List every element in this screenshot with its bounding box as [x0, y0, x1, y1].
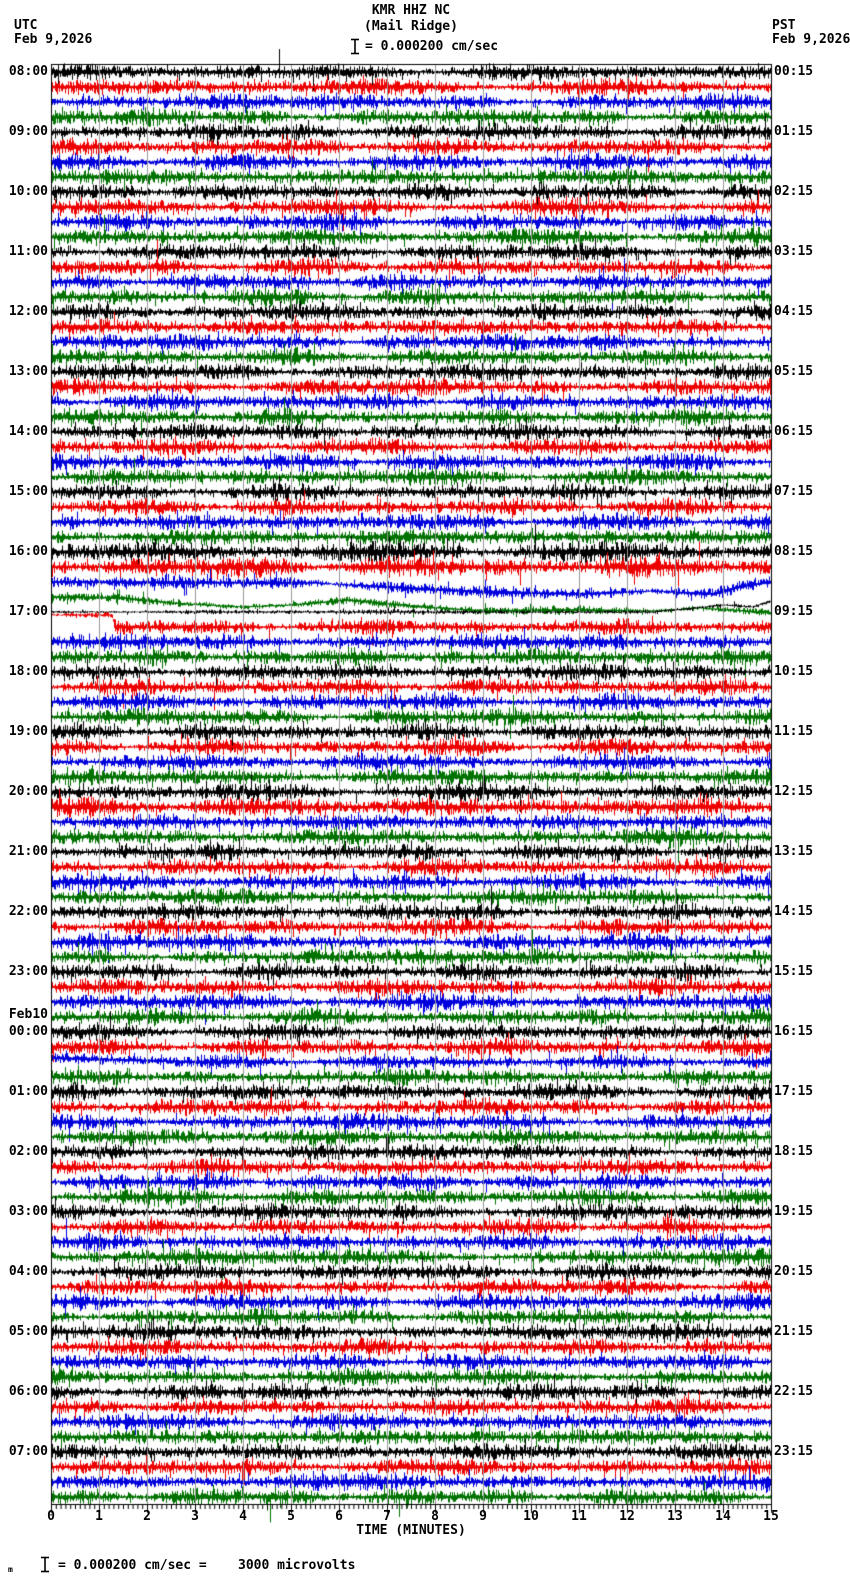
pst-hour-label: 05:15 — [774, 364, 814, 379]
scale-ibeam-icon — [350, 38, 360, 55]
footer-ibeam-icon — [40, 1556, 50, 1573]
utc-date-label: Feb 9,2026 — [14, 32, 93, 47]
footer-prefix: m — [8, 1565, 13, 1574]
pst-hour-label: 23:15 — [774, 1444, 814, 1459]
x-tick-label: 15 — [763, 1509, 779, 1524]
utc-hour-label: 11:00 — [8, 244, 48, 259]
pst-hour-label: 13:15 — [774, 844, 814, 859]
x-tick-label: 8 — [431, 1509, 439, 1524]
x-tick-label: 9 — [479, 1509, 487, 1524]
utc-hour-label: 02:00 — [8, 1144, 48, 1159]
utc-hour-label: 04:00 — [8, 1264, 48, 1279]
utc-hour-label: 12:00 — [8, 304, 48, 319]
pst-hour-label: 01:15 — [774, 124, 814, 139]
pst-hour-label: 17:15 — [774, 1084, 814, 1099]
utc-hour-label: 22:00 — [8, 904, 48, 919]
utc-hour-label: 21:00 — [8, 844, 48, 859]
pst-hour-label: 21:15 — [774, 1324, 814, 1339]
utc-date-rollover-label: Feb10 — [8, 1007, 48, 1022]
utc-hour-label: 16:00 — [8, 544, 48, 559]
pst-hour-label: 03:15 — [774, 244, 814, 259]
pst-hour-label: 12:15 — [774, 784, 814, 799]
x-tick-label: 5 — [287, 1509, 295, 1524]
x-tick-label: 6 — [335, 1509, 343, 1524]
pst-date-label: Feb 9,2026 — [772, 32, 850, 47]
utc-hour-label: 07:00 — [8, 1444, 48, 1459]
pst-hour-label: 00:15 — [774, 64, 814, 79]
pst-hour-label: 22:15 — [774, 1384, 814, 1399]
utc-timezone-label: UTC — [14, 18, 38, 33]
utc-hour-label: 10:00 — [8, 184, 48, 199]
utc-hour-label: 09:00 — [8, 124, 48, 139]
pst-hour-label: 06:15 — [774, 424, 814, 439]
utc-hour-label: 06:00 — [8, 1384, 48, 1399]
x-tick-label: 13 — [667, 1509, 683, 1524]
x-tick-label: 11 — [571, 1509, 587, 1524]
station-subtitle: (Mail Ridge) — [364, 19, 458, 34]
x-tick-label: 4 — [239, 1509, 247, 1524]
pst-hour-label: 15:15 — [774, 964, 814, 979]
station-title: KMR HHZ NC — [371, 3, 451, 18]
utc-hour-label: 08:00 — [8, 64, 48, 79]
pst-hour-label: 14:15 — [774, 904, 814, 919]
x-tick-label: 7 — [383, 1509, 391, 1524]
utc-hour-label: 17:00 — [8, 604, 48, 619]
x-tick-label: 12 — [619, 1509, 635, 1524]
x-axis-title: TIME (MINUTES) — [356, 1523, 466, 1538]
utc-hour-label: 01:00 — [8, 1084, 48, 1099]
utc-hour-label: 05:00 — [8, 1324, 48, 1339]
x-tick-label: 10 — [523, 1509, 539, 1524]
footer-scale-equivalence: = 0.000200 cm/sec = 3000 microvolts — [58, 1558, 356, 1573]
pst-hour-label: 19:15 — [774, 1204, 814, 1219]
utc-hour-label: 18:00 — [8, 664, 48, 679]
pst-hour-label: 02:15 — [774, 184, 814, 199]
pst-hour-label: 18:15 — [774, 1144, 814, 1159]
scale-label: = 0.000200 cm/sec — [365, 39, 499, 54]
pst-hour-label: 04:15 — [774, 304, 814, 319]
x-tick-label: 2 — [143, 1509, 151, 1524]
utc-hour-label: 19:00 — [8, 724, 48, 739]
pst-hour-label: 10:15 — [774, 664, 814, 679]
utc-hour-label: 13:00 — [8, 364, 48, 379]
utc-hour-label: 15:00 — [8, 484, 48, 499]
pst-hour-label: 20:15 — [774, 1264, 814, 1279]
pst-hour-label: 09:15 — [774, 604, 814, 619]
pst-hour-label: 11:15 — [774, 724, 814, 739]
pst-hour-label: 07:15 — [774, 484, 814, 499]
x-tick-label: 1 — [95, 1509, 103, 1524]
x-tick-label: 3 — [191, 1509, 199, 1524]
utc-hour-label: 03:00 — [8, 1204, 48, 1219]
utc-hour-label: 00:00 — [8, 1024, 48, 1039]
pst-hour-label: 08:15 — [774, 544, 814, 559]
utc-hour-label: 20:00 — [8, 784, 48, 799]
pst-hour-label: 16:15 — [774, 1024, 814, 1039]
x-tick-label: 14 — [715, 1509, 731, 1524]
pst-timezone-label: PST — [772, 18, 796, 33]
x-tick-label: 0 — [47, 1509, 55, 1524]
utc-hour-label: 14:00 — [8, 424, 48, 439]
utc-hour-label: 23:00 — [8, 964, 48, 979]
